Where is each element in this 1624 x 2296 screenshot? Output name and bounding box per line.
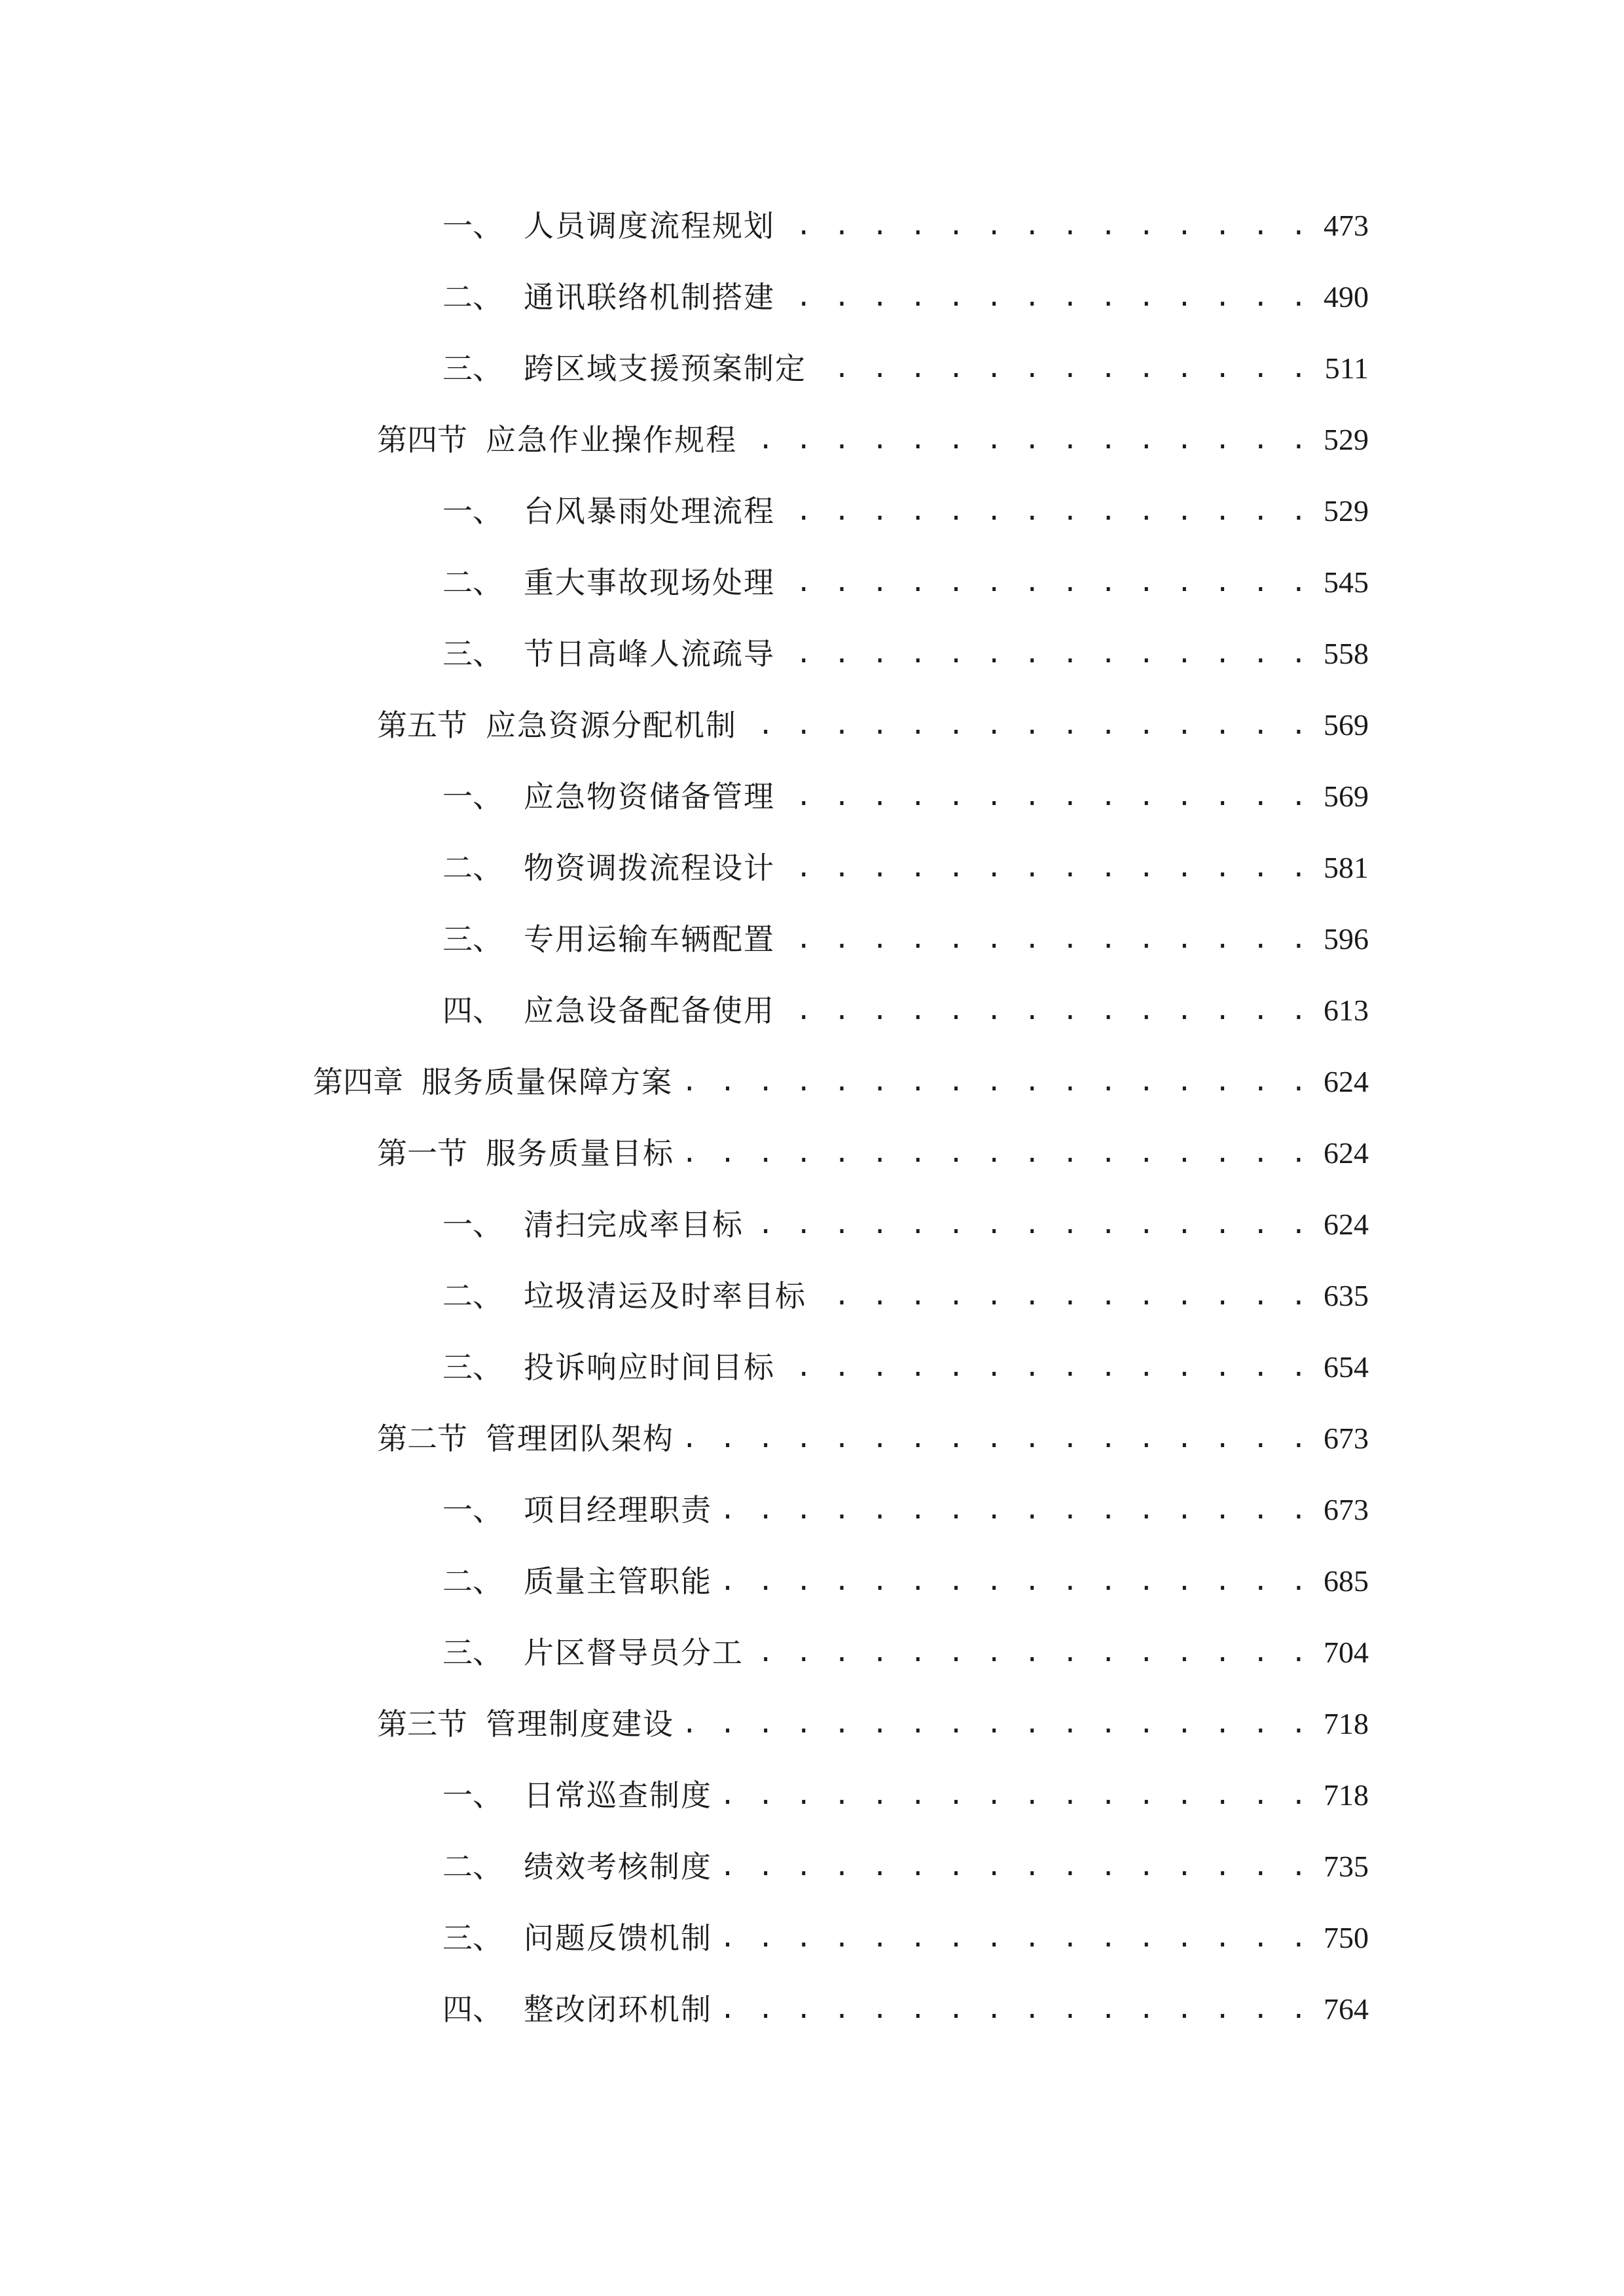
toc-entry-number: 三、 bbox=[442, 1635, 503, 1670]
dot-leader bbox=[780, 556, 1310, 609]
toc-entry-page: 718 bbox=[1324, 1707, 1369, 1740]
dot-leader bbox=[780, 913, 1310, 965]
dot-leader bbox=[679, 1412, 1310, 1465]
toc-entry-number: 一、 bbox=[442, 779, 503, 814]
toc-entry-page: 764 bbox=[1324, 1992, 1369, 2026]
toc-entry[interactable] bbox=[442, 1341, 1369, 1393]
toc-entry-title: 质量主管职能 bbox=[524, 1564, 712, 1599]
toc-entry-number: 第五节 bbox=[377, 708, 467, 743]
toc-entry-title: 绩效考核制度 bbox=[524, 1849, 712, 1884]
toc-entry-page: 673 bbox=[1324, 1422, 1369, 1455]
toc-entry-number: 三、 bbox=[442, 1350, 503, 1385]
toc-entry-page: 685 bbox=[1324, 1564, 1369, 1598]
toc-entry-section[interactable] bbox=[377, 699, 1369, 751]
toc-entry-title: 问题反馈机制 bbox=[524, 1920, 712, 1956]
toc-entry-page: 635 bbox=[1324, 1279, 1369, 1312]
toc-entry-chapter[interactable] bbox=[313, 1056, 1369, 1108]
toc-entry-page: 545 bbox=[1324, 565, 1369, 599]
dot-leader bbox=[679, 1698, 1310, 1750]
toc-entry-number: 三、 bbox=[442, 1920, 503, 1956]
toc-entry[interactable] bbox=[442, 556, 1369, 609]
toc-entry-title: 服务质量目标 bbox=[486, 1136, 674, 1171]
toc-entry-page: 558 bbox=[1324, 637, 1369, 670]
toc-entry-page: 569 bbox=[1324, 708, 1369, 742]
toc-entry[interactable] bbox=[442, 200, 1369, 252]
toc-entry[interactable] bbox=[442, 770, 1369, 823]
toc-entry[interactable] bbox=[442, 1270, 1369, 1322]
toc-entry-page: 613 bbox=[1324, 994, 1369, 1027]
toc-entry-number: 一、 bbox=[442, 1492, 503, 1528]
toc-entry-number: 一、 bbox=[442, 493, 503, 529]
toc-entry-page: 718 bbox=[1324, 1778, 1369, 1812]
toc-entry-number: 二、 bbox=[442, 1278, 503, 1314]
toc-entry[interactable] bbox=[442, 342, 1369, 395]
toc-entry-number: 一、 bbox=[442, 1778, 503, 1813]
toc-entry-page: 511 bbox=[1324, 351, 1369, 385]
toc-entry[interactable] bbox=[442, 1840, 1369, 1893]
toc-entry-number: 二、 bbox=[442, 1849, 503, 1884]
toc-entry-number: 第一节 bbox=[377, 1136, 467, 1171]
toc-entry-page: 735 bbox=[1324, 1850, 1369, 1883]
toc-entry-title: 通讯联络机制搭建 bbox=[524, 279, 775, 315]
dot-leader bbox=[717, 1484, 1310, 1536]
toc-entry-title: 节日高峰人流疏导 bbox=[524, 636, 775, 672]
toc-entry-number: 三、 bbox=[442, 922, 503, 957]
dot-leader bbox=[780, 1341, 1310, 1393]
dot-leader bbox=[717, 1769, 1310, 1821]
dot-leader bbox=[717, 1912, 1310, 1964]
toc-entry-title: 项目经理职责 bbox=[524, 1492, 712, 1528]
toc-entry-title: 应急设备配备使用 bbox=[524, 993, 775, 1028]
toc-entry-number: 二、 bbox=[442, 1564, 503, 1599]
toc-entry-number: 一、 bbox=[442, 208, 503, 243]
toc-entry-section[interactable] bbox=[377, 1698, 1369, 1750]
toc-entry-page: 673 bbox=[1324, 1493, 1369, 1526]
toc-entry-page: 624 bbox=[1324, 1065, 1369, 1098]
toc-entry-page: 624 bbox=[1324, 1208, 1369, 1241]
dot-leader bbox=[679, 1127, 1310, 1179]
toc-entry-title: 管理制度建设 bbox=[486, 1706, 674, 1742]
toc-entry[interactable] bbox=[442, 1769, 1369, 1821]
toc-entry-title: 整改闭环机制 bbox=[524, 1992, 712, 2027]
dot-leader bbox=[717, 1555, 1310, 1607]
toc-entry[interactable] bbox=[442, 1555, 1369, 1607]
dot-leader bbox=[742, 414, 1310, 466]
toc-entry-page: 473 bbox=[1324, 209, 1369, 242]
toc-entry[interactable] bbox=[442, 485, 1369, 537]
toc-entry-number: 一、 bbox=[442, 1207, 503, 1242]
toc-entry-title: 服务质量保障方案 bbox=[422, 1064, 673, 1100]
toc-entry-number: 三、 bbox=[442, 351, 503, 386]
toc-entry-number: 第三节 bbox=[377, 1706, 467, 1742]
toc-entry-page: 581 bbox=[1324, 851, 1369, 884]
dot-leader bbox=[780, 842, 1310, 894]
toc-entry-page: 596 bbox=[1324, 922, 1369, 956]
toc-entry[interactable] bbox=[442, 1626, 1369, 1679]
dot-leader bbox=[780, 485, 1310, 537]
toc-entry-title: 跨区域支援预案制定 bbox=[524, 351, 806, 386]
toc-entry[interactable] bbox=[442, 913, 1369, 965]
dot-leader bbox=[749, 1198, 1310, 1251]
dot-leader bbox=[780, 200, 1310, 252]
toc-entry-page: 750 bbox=[1324, 1921, 1369, 1954]
dot-leader bbox=[742, 699, 1310, 751]
toc-entry-title: 应急物资储备管理 bbox=[524, 779, 775, 814]
toc-entry-title: 垃圾清运及时率目标 bbox=[524, 1278, 806, 1314]
toc-entry-title: 台风暴雨处理流程 bbox=[524, 493, 775, 529]
toc-entry-page: 529 bbox=[1324, 423, 1369, 456]
toc-entry-number: 第四节 bbox=[377, 422, 467, 457]
toc-entry-title: 重大事故现场处理 bbox=[524, 565, 775, 600]
toc-entry-title: 投诉响应时间目标 bbox=[524, 1350, 775, 1385]
toc-entry-section[interactable] bbox=[377, 1127, 1369, 1179]
toc-entry-number: 二、 bbox=[442, 850, 503, 886]
dot-leader bbox=[717, 1983, 1310, 2036]
toc-entry-title: 专用运输车辆配置 bbox=[524, 922, 775, 957]
toc-entry-number: 第四章 bbox=[313, 1064, 403, 1100]
toc-entry-title: 应急作业操作规程 bbox=[486, 422, 737, 457]
toc-entry-page: 624 bbox=[1324, 1136, 1369, 1170]
toc-entry[interactable] bbox=[442, 628, 1369, 680]
toc-entry-title: 物资调拨流程设计 bbox=[524, 850, 775, 886]
toc-entry-title: 清扫完成率目标 bbox=[524, 1207, 744, 1242]
dot-leader bbox=[780, 770, 1310, 823]
toc-entry-page: 654 bbox=[1324, 1350, 1369, 1384]
toc-entry-section[interactable] bbox=[377, 1412, 1369, 1465]
toc-entry-section[interactable] bbox=[377, 414, 1369, 466]
toc-entry-number: 三、 bbox=[442, 636, 503, 672]
dot-leader bbox=[749, 1626, 1310, 1679]
dot-leader bbox=[780, 271, 1310, 323]
dot-leader bbox=[780, 984, 1310, 1037]
toc-entry-title: 日常巡查制度 bbox=[524, 1778, 712, 1813]
toc-entry-page: 569 bbox=[1324, 780, 1369, 813]
toc-entry-page: 490 bbox=[1324, 280, 1369, 314]
toc-entry-number: 四、 bbox=[442, 993, 503, 1028]
dot-leader bbox=[678, 1056, 1310, 1108]
dot-leader bbox=[717, 1840, 1310, 1893]
toc-entry-title: 应急资源分配机制 bbox=[486, 708, 737, 743]
toc-entry[interactable] bbox=[442, 842, 1369, 894]
toc-entry[interactable] bbox=[442, 1484, 1369, 1536]
toc-entry-title: 片区督导员分工 bbox=[524, 1635, 744, 1670]
toc-entry[interactable] bbox=[442, 984, 1369, 1037]
dot-leader bbox=[780, 628, 1310, 680]
toc-entry-number: 二、 bbox=[442, 565, 503, 600]
dot-leader bbox=[812, 342, 1310, 395]
toc-entry[interactable] bbox=[442, 271, 1369, 323]
toc-entry-page: 529 bbox=[1324, 494, 1369, 528]
toc-entry-number: 第二节 bbox=[377, 1421, 467, 1456]
toc-entry-number: 二、 bbox=[442, 279, 503, 315]
toc-entry[interactable] bbox=[442, 1983, 1369, 2036]
toc-entry-page: 704 bbox=[1324, 1636, 1369, 1669]
toc-entry-title: 管理团队架构 bbox=[486, 1421, 674, 1456]
toc-entry[interactable] bbox=[442, 1198, 1369, 1251]
toc-entry-title: 人员调度流程规划 bbox=[524, 208, 775, 243]
dot-leader bbox=[812, 1270, 1310, 1322]
toc-entry-number: 四、 bbox=[442, 1992, 503, 2027]
toc-entry[interactable] bbox=[442, 1912, 1369, 1964]
